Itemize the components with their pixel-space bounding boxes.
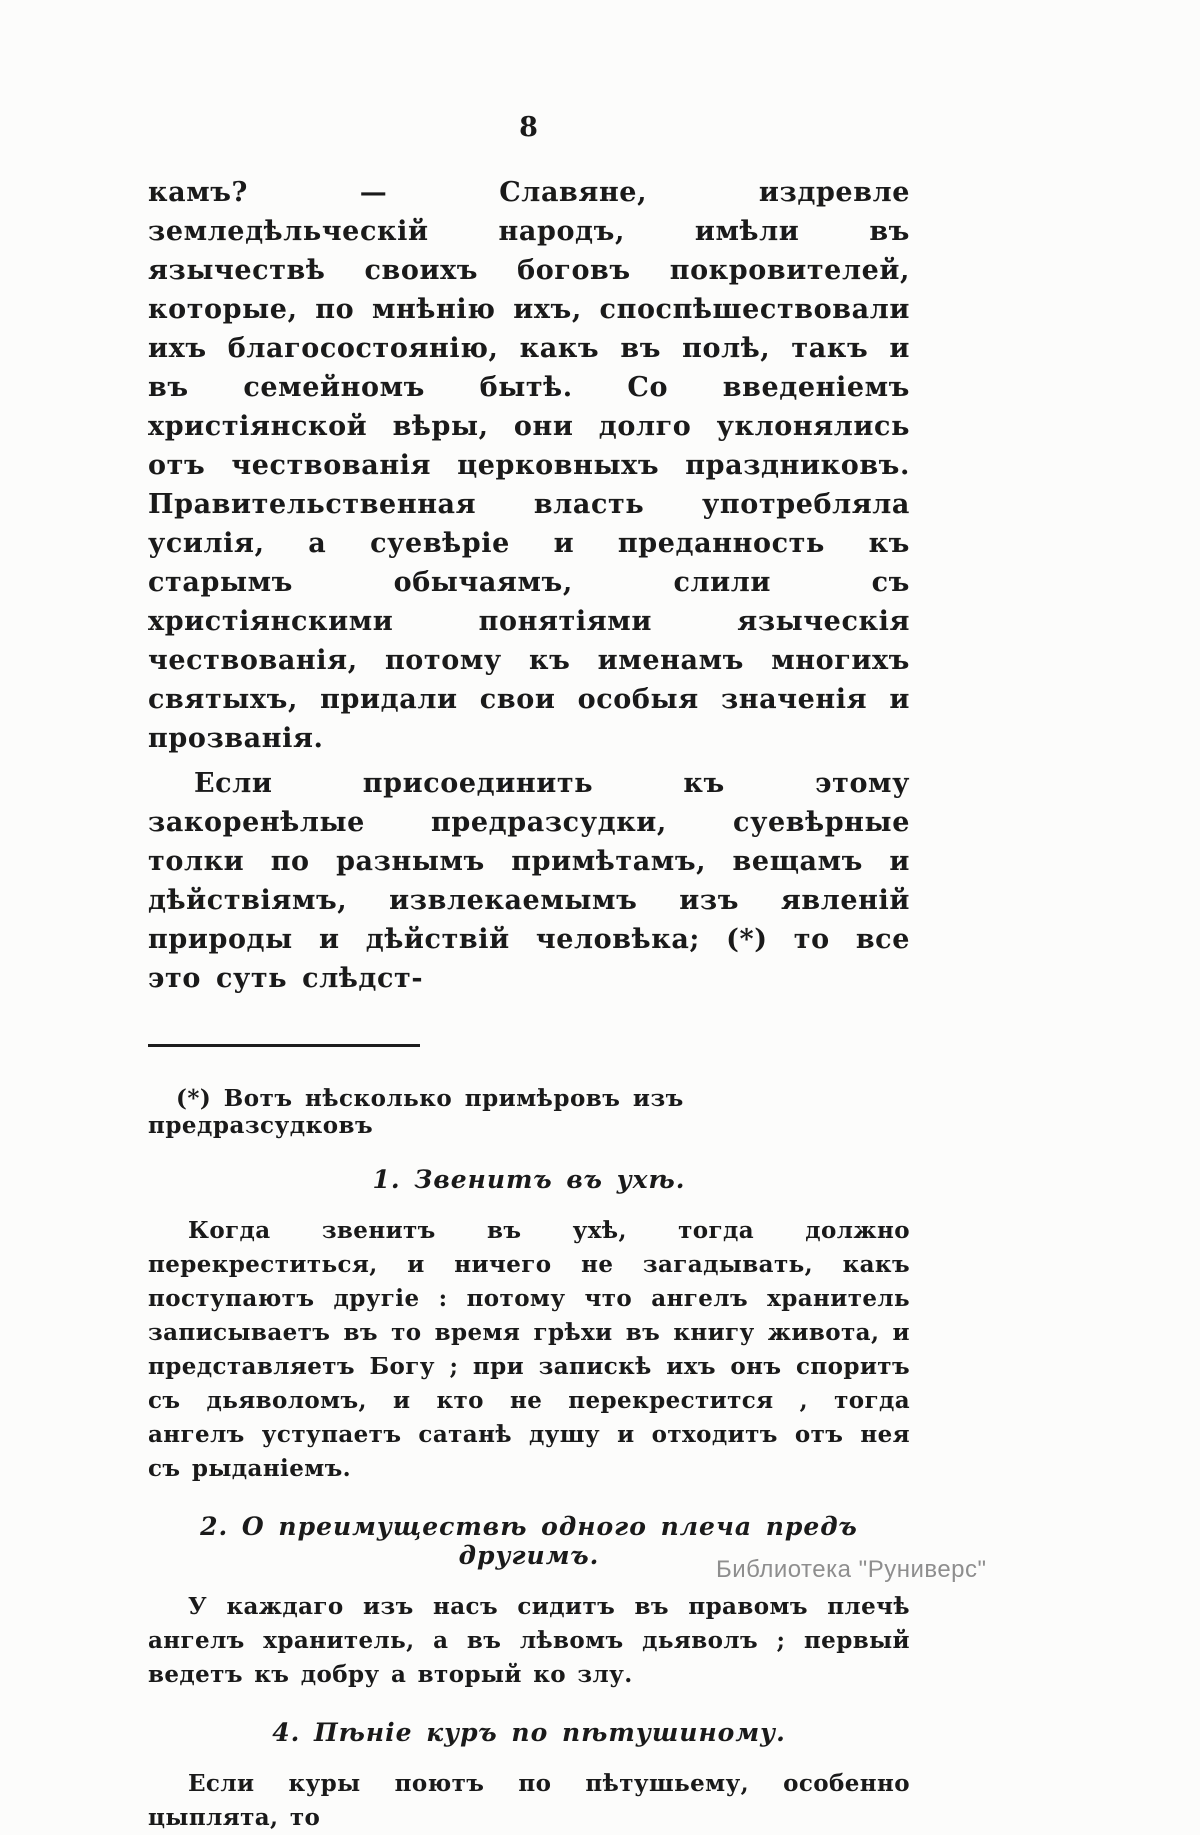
footnote-section-3-heading: 4. Пѣніе куръ по пѣтушиному.	[272, 1718, 786, 1747]
footnote-section-1-heading: 1. Звенитъ въ ухѣ.	[372, 1165, 686, 1194]
footnote-section-1-body: Когда звенитъ въ ухѣ, тогда должно перекреститься, и ничего не загадывать, какъ поступаютъ другіе : потому что ангелъ хранитель записываетъ въ то время грѣхи въ книгу живота, и представляетъ Богу ; при запискѣ ихъ онъ споритъ съ дьяволомъ, и кто не перекрестится , тогда ангелъ уступаетъ сатанѣ душу и отходитъ отъ нея съ рыданіемъ.	[148, 1217, 910, 1482]
library-watermark: Библиотека "Руниверс"	[716, 1556, 987, 1583]
page-number: 8	[519, 112, 539, 143]
footnote-section-2-heading: 2. О преимуществѣ одного плеча предъ другимъ.	[200, 1512, 858, 1570]
main-paragraph-2: Если присоединить къ этому закоренѣлые предразсудки, суевѣрные толки по разнымъ примѣтамъ, вещамъ и дѣйствіямъ, извлекаемымъ изъ явленій природы и дѣйствій человѣка; (*) то все это суть слѣдст-	[148, 768, 910, 994]
footnote-section-3-body: Если куры поютъ по пѣтушьему, особенно цыплята, то	[148, 1770, 910, 1831]
main-paragraph-1: камъ? — Славяне, издревле земледѣльческій народъ, имѣли въ язычествѣ своихъ боговъ покровителей, которые, по мнѣнію ихъ, споспѣшествовали ихъ благосостоянію, какъ въ полѣ, такъ и въ семейномъ бытѣ. Со введеніемъ христіянской вѣры, они долго уклонялись отъ чествованія церковныхъ праздниковъ. Правительственная власть употребляла усилія, а суевѣріе и преданность къ старымъ обычаямъ, слили съ христіянскими понятіями языческія чествованія, потому къ именамъ многихъ святыхъ, придали свои особыя значенія и прозванія.	[148, 177, 910, 754]
footnote-section-2-body: У каждаго изъ насъ сидитъ въ правомъ плечѣ ангелъ хранитель, а въ лѣвомъ дьяволъ ; первый ведетъ къ добру а вторый ко злу.	[148, 1593, 910, 1688]
footnote-intro: (*) Вотъ нѣсколько примѣровъ изъ предразсудковъ	[148, 1085, 684, 1139]
footnote-separator-rule	[148, 1044, 420, 1047]
